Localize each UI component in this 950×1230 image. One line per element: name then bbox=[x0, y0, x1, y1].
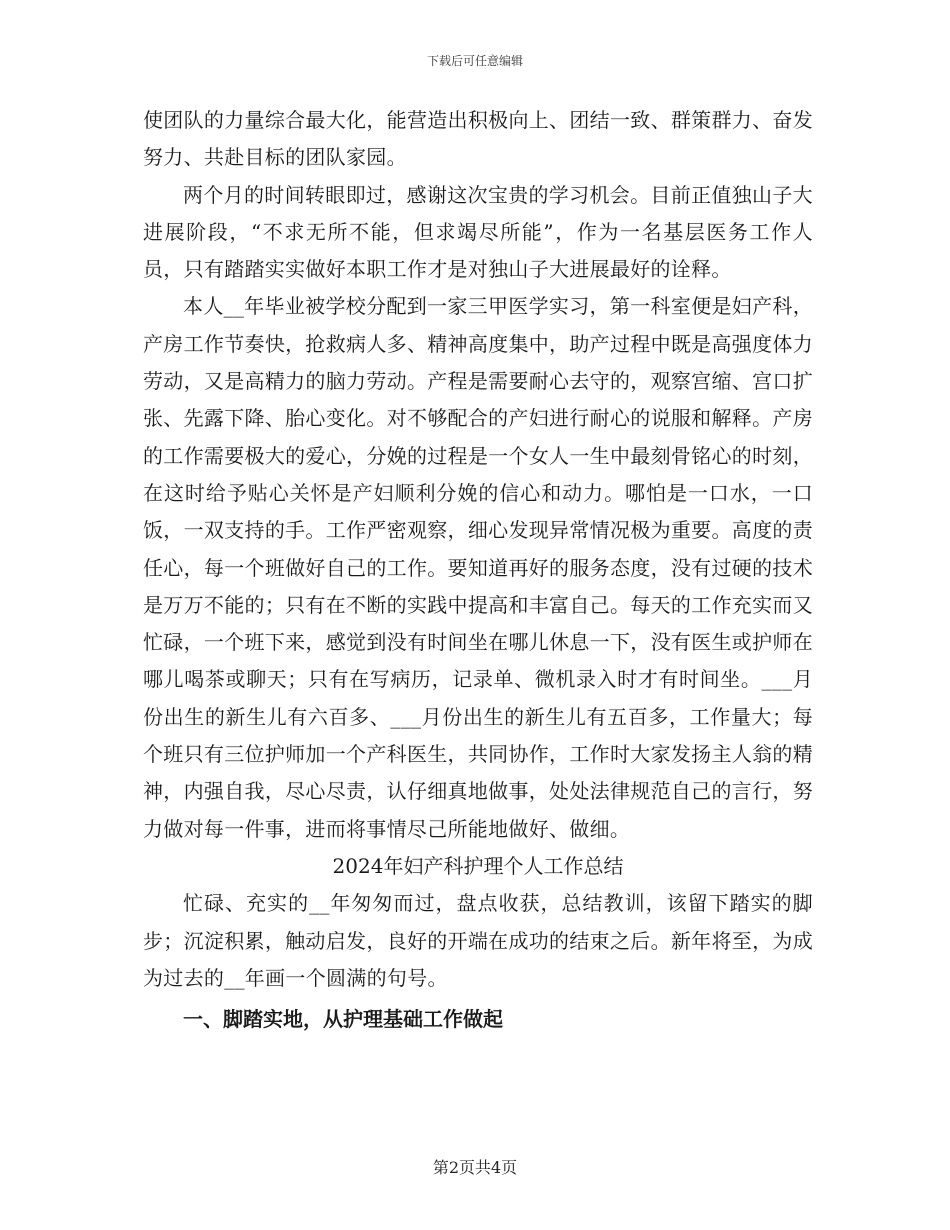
page-footer: 第2页共4页 bbox=[432, 1158, 518, 1177]
document-body bbox=[143, 102, 813, 1038]
page-header: 下载后可任意编辑 bbox=[426, 54, 523, 68]
paragraph-internship: 本人__年毕业被学校分配到一家三甲医学实习，第一科室便是妇产科，产房工作节奏快，抢救病人多、精神高度集中，助产过程中既是高强度体力劳动，又是高精力的脑力劳动。产程是需要耐心去守的，观察宫缩、宫口扩张、先露下降、胎心变化。对不够配合的产妇进行耐心的说服和解释。产房的工作需要极大的爱心，分娩的过程是一个女人一生中最刻骨铭心的时刻，在这时给予贴心关怀是产妇顺利分娩的信心和动力。哪怕是一口水，一口饭，一双支持的手。工作严密观察，细心发现异常情况极为重要。高度的责任心，每一个班做好自己的工作。要知道再好的服务态度，没有过硬的技术是万万不能的；只有在不断的实践中提高和丰富自己。每天的工作充实而又忙碌，一个班下来，感觉到没有时间坐在哪儿休息一下，没有医生或护师在哪儿喝茶或聊天；只有在写病历，记录单、微机录入时才有时间坐。___月份出生的新生儿有六百多、___月份出生的新生儿有五百多，工作量大；每个班只有三位护师加一个产科医生，共同协作，工作时大家发扬主人翁的精神，内强自我，尽心尽责，认仔细真地做事，处处法律规范自己的言行，努力做对每一件事，进而将事情尽己所能地做好、做细。 bbox=[143, 294, 813, 841]
paragraph-two-months: 两个月的时间转眼即过，感谢这次宝贵的学习机会。目前正值独山子大进展阶段，“不求无所不能，但求竭尽所能”，作为一名基层医务工作人员，只有踏踏实实做好本职工作才是对独山子大进展最好的诠释。 bbox=[143, 182, 813, 282]
section-heading: 一、脚踏实地，从护理基础工作做起 bbox=[183, 1007, 503, 1032]
paragraph-continued: 使团队的力量综合最大化，能营造出积极向上、团结一致、群策群力、奋发努力、共赴目标的团队家园。 bbox=[143, 108, 813, 170]
paragraph-intro: 忙碌、充实的__年匆匆而过，盘点收获，总结教训，该留下踏实的脚步；沉淀积累，触动启发，良好的开端在成功的结束之后。新年将至，为成为过去的__年画一个圆满的句号。 bbox=[143, 891, 813, 990]
document-title: 2024年妇产科护理个人工作总结 bbox=[332, 853, 624, 878]
